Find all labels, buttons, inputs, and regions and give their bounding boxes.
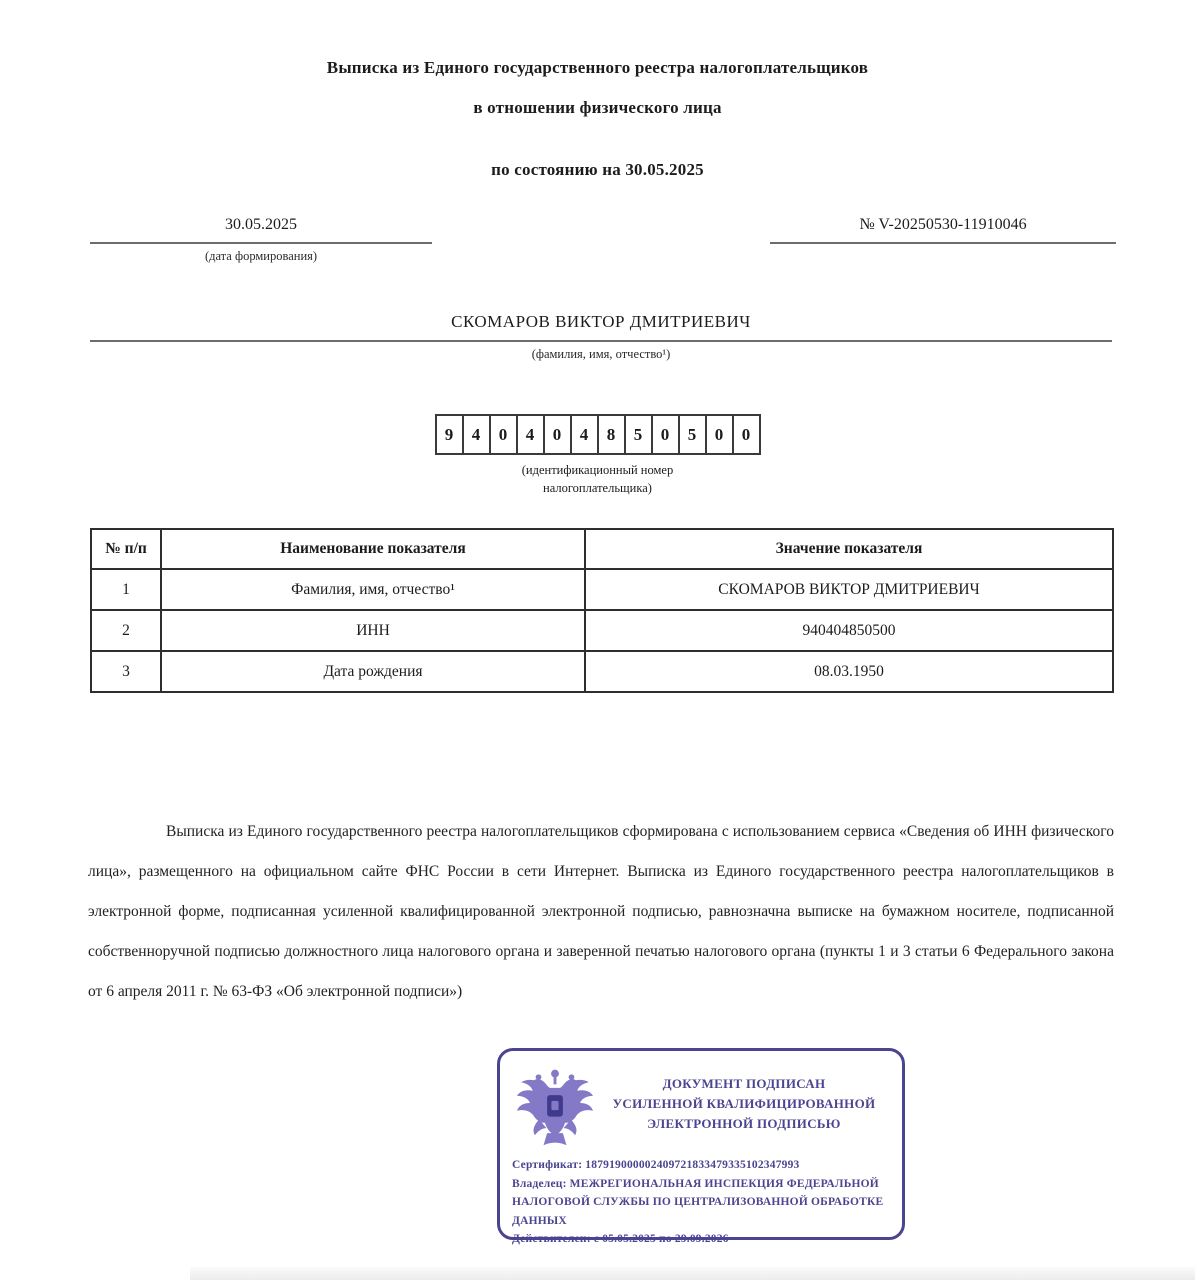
document-title-line1: Выписка из Единого государственного реестра налогоплательщиков [326, 58, 869, 77]
digital-signature-stamp [497, 1048, 905, 1245]
inn-caption-line2: налогоплательщика) [543, 481, 652, 495]
document-number-value: № V-20250530-11910046 [770, 216, 1116, 244]
inn-digit-cell: 0 [705, 414, 734, 455]
stamp-title [598, 1060, 890, 1134]
table-row [91, 651, 1113, 692]
inn-digit-cell: 4 [462, 414, 491, 455]
row-number: 2 [91, 610, 161, 651]
row-number: 1 [91, 569, 161, 610]
russian-coat-of-arms-icon [512, 1062, 598, 1154]
inn-digit-cell: 4 [570, 414, 599, 455]
inn-digit-cell: 5 [678, 414, 707, 455]
document-title-line2: в отношении физического лица [473, 98, 722, 117]
stamp-header [512, 1060, 890, 1154]
inn-caption-line1: (идентификационный номер [521, 463, 674, 477]
inn-digit-cell: 0 [543, 414, 572, 455]
stamp-title-line1: ДОКУМЕНТ ПОДПИСАН [662, 1076, 826, 1091]
table-header-value: Значение показателя [585, 529, 1113, 569]
inn-digit-cell: 5 [624, 414, 653, 455]
table-header-num: № п/п [91, 529, 161, 569]
formation-date-value: 30.05.2025 [90, 216, 432, 244]
row-indicator-value: 940404850500 [585, 610, 1113, 651]
inn-digit-cell: 8 [597, 414, 626, 455]
inn-digit-cell: 0 [489, 414, 518, 455]
formation-date-caption: (дата формирования) [204, 249, 318, 263]
inn-section [0, 414, 1195, 497]
row-number: 3 [91, 651, 161, 692]
row-indicator-name: Фамилия, имя, отчество¹ [161, 569, 585, 610]
taxpayer-full-name: СКОМАРОВ ВИКТОР ДМИТРИЕВИЧ [90, 312, 1112, 342]
table-row [91, 610, 1113, 651]
formation-date-field [90, 216, 432, 264]
page-edge-shadow [190, 1267, 1195, 1280]
stamp-title-line3: ЭЛЕКТРОННОЙ ПОДПИСЬЮ [647, 1116, 841, 1131]
document-number-field [770, 216, 1116, 244]
stamp-details [512, 1156, 890, 1249]
table-row [91, 569, 1113, 610]
owner-line: Владелец: МЕЖРЕГИОНАЛЬНАЯ ИНСПЕКЦИЯ ФЕДЕРАЛЬНОЙ НАЛОГОВОЙ СЛУЖБЫ ПО ЦЕНТРАЛИЗОВАННОЙ ОБРАБОТКЕ ДАННЫХ [512, 1177, 884, 1227]
inn-digit-cell: 0 [651, 414, 680, 455]
row-indicator-name: ИНН [161, 610, 585, 651]
row-indicator-value: 08.03.1950 [585, 651, 1113, 692]
inn-digit-boxes [435, 414, 761, 455]
table-header-row [91, 529, 1113, 569]
inn-digit-cell: 0 [732, 414, 761, 455]
row-indicator-name: Дата рождения [161, 651, 585, 692]
taxpayer-table [90, 528, 1114, 693]
stamp-title-line2: УСИЛЕННОЙ КВАЛИФИЦИРОВАННОЙ [612, 1096, 876, 1111]
inn-digit-cell: 4 [516, 414, 545, 455]
taxpayer-name-caption: (фамилия, имя, отчество¹) [531, 347, 671, 361]
inn-digit-cell: 9 [435, 414, 464, 455]
legal-paragraph: Выписка из Единого государственного реестра налогоплательщиков сформирована с использованием сервиса «Сведения об ИНН физического лица», размещенного на официальном сайте ФНС России в сети Интернет. Выписка из Единого государственного реестра налогоплательщиков в электронной форме, подписанная усиленной квалифицированной электронной подписью, равнозначна выписке на бумажном носителе, подписанной собственноручной подписью должностного лица налогового органа и заверенной печатью налогового органа (пункты 1 и 3 статьи 6 Федерального закона от 6 апреля 2011 г. № 63-ФЗ «Об электронной подписи») [88, 823, 1114, 1000]
validity-line: Действителен: с 05.05.2025 по 29.09.2026 [512, 1233, 729, 1245]
certificate-line: Сертификат: 187919000002409721833479335102347993 [512, 1159, 800, 1171]
as-of-date-line: по состоянию на 30.05.2025 [491, 160, 704, 179]
inn-caption [0, 461, 1195, 497]
row-indicator-value: СКОМАРОВ ВИКТОР ДМИТРИЕВИЧ [585, 569, 1113, 610]
table-header-name: Наименование показателя [161, 529, 585, 569]
taxpayer-name-field [90, 312, 1112, 362]
